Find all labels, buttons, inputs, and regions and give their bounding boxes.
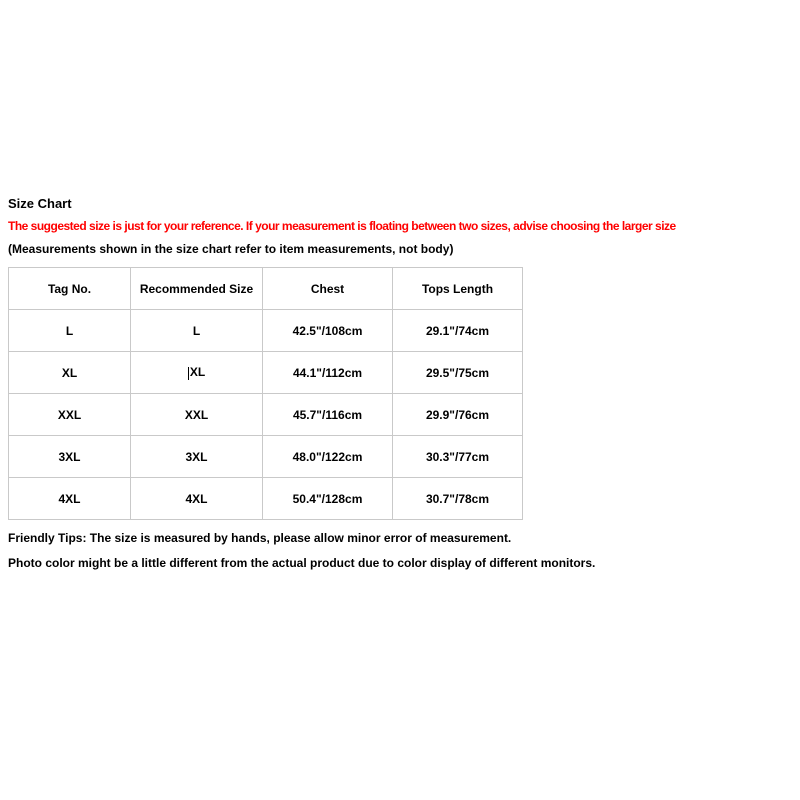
table-header-row — [9, 268, 523, 310]
cell-tag-no: L — [9, 310, 131, 352]
col-header-chest: Chest — [263, 268, 393, 310]
cell-chest: 45.7"/116cm — [263, 394, 393, 436]
table-row — [9, 436, 523, 478]
text-cursor-artifact — [188, 367, 189, 380]
cell-tops-length: 30.3"/77cm — [393, 436, 523, 478]
cell-tag-no: 3XL — [9, 436, 131, 478]
col-header-tag-no: Tag No. — [9, 268, 131, 310]
cell-tag-no: XL — [9, 352, 131, 394]
cell-tops-length: 29.1"/74cm — [393, 310, 523, 352]
table-row — [9, 352, 523, 394]
col-header-tops-length: Tops Length — [393, 268, 523, 310]
col-header-recommended-size: Recommended Size — [131, 268, 263, 310]
measurement-note: (Measurements shown in the size chart refer to item measurements, not body) — [8, 242, 454, 256]
cell-chest: 50.4"/128cm — [263, 478, 393, 520]
cell-tag-no: XXL — [9, 394, 131, 436]
size-suggestion-notice: The suggested size is just for your reference. If your measurement is floating between two sizes, advise choosing the larger size — [8, 219, 676, 233]
size-table — [8, 267, 523, 520]
cell-tag-no: 4XL — [9, 478, 131, 520]
table-row — [9, 478, 523, 520]
cell-recommended-size: L — [131, 310, 263, 352]
cell-chest: 42.5"/108cm — [263, 310, 393, 352]
cell-text: XL — [189, 365, 206, 380]
cell-chest: 48.0"/122cm — [263, 436, 393, 478]
cell-recommended-size — [131, 352, 263, 394]
page-title: Size Chart — [8, 196, 72, 211]
cell-recommended-size: XXL — [131, 394, 263, 436]
cell-tops-length: 29.9"/76cm — [393, 394, 523, 436]
cell-recommended-size: 3XL — [131, 436, 263, 478]
friendly-tips-note: Friendly Tips: The size is measured by hands, please allow minor error of measurement. — [8, 531, 512, 545]
cell-chest: 44.1"/112cm — [263, 352, 393, 394]
table-row — [9, 394, 523, 436]
table-row — [9, 310, 523, 352]
photo-color-note: Photo color might be a little different from the actual product due to color display of different monitors. — [8, 556, 596, 570]
cell-recommended-size: 4XL — [131, 478, 263, 520]
cell-tops-length: 30.7"/78cm — [393, 478, 523, 520]
cell-tops-length: 29.5"/75cm — [393, 352, 523, 394]
